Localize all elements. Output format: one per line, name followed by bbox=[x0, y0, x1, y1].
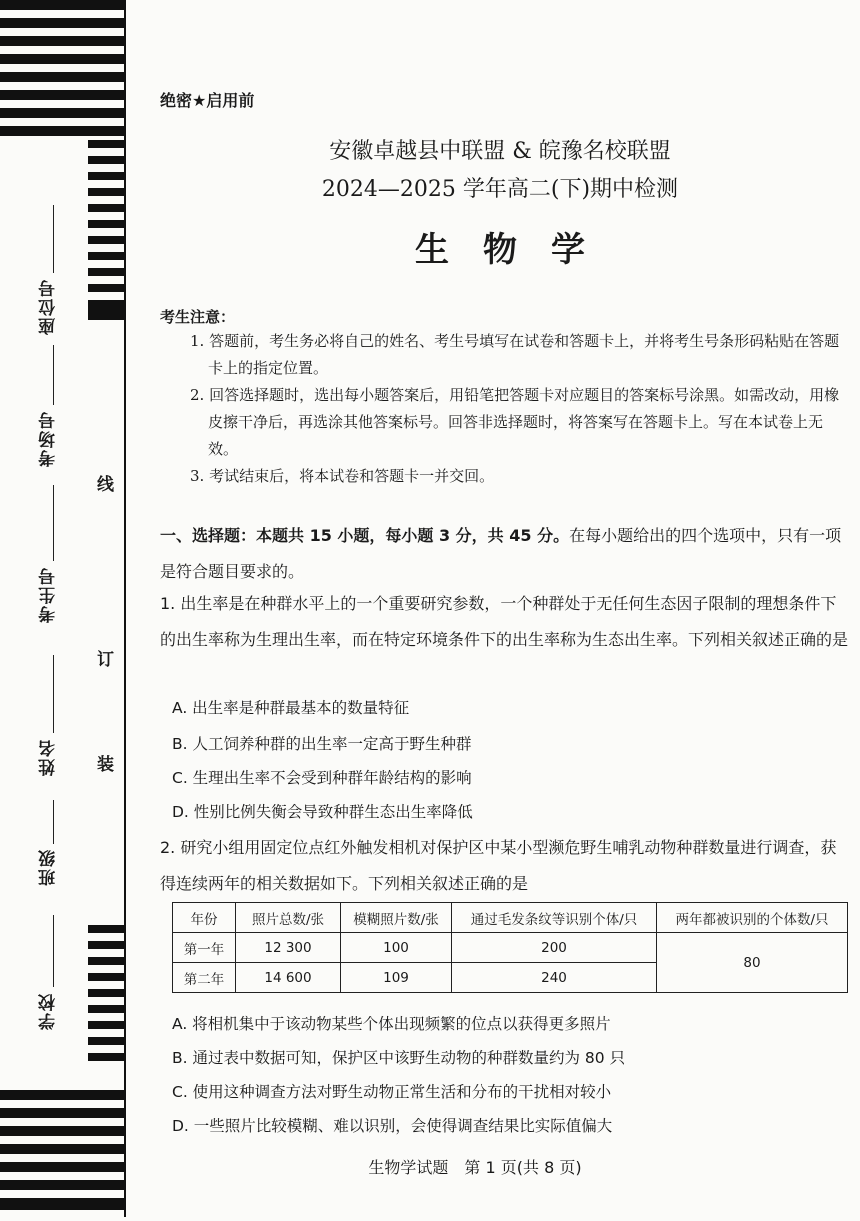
table-cell: 14 600 bbox=[236, 963, 341, 993]
seat-number-label: 座位号 bbox=[39, 278, 59, 335]
table-header: 年份 bbox=[173, 903, 236, 933]
q2-option-d: D. 一些照片比较模糊、难以识别，会使得调查结果比实际值偏大 bbox=[172, 1117, 613, 1135]
notice-item: 2. 回答选择题时，选出每小题答案后，用铅笔把答题卡对应题目的答案标号涂黑。如需改动，用橡皮擦干净后，再选涂其他答案标号。回答非选择题时，将答案写在答题卡上。写在本试卷上无效。 bbox=[190, 386, 840, 458]
q1-option-b: B. 人工饲养种群的出生率一定高于野生种群 bbox=[172, 735, 472, 753]
class-blank bbox=[53, 800, 54, 844]
binding-strip bbox=[0, 0, 135, 1217]
exam-title-line1: 安徽卓越县中联盟 & 皖豫名校联盟 bbox=[329, 139, 671, 164]
table-cell: 第一年 bbox=[173, 933, 236, 963]
notice-list bbox=[190, 328, 850, 490]
exam-title-line2: 2024—2025 学年高二(下)期中检测 bbox=[321, 177, 679, 202]
notice-heading: 考生注意： bbox=[160, 308, 236, 326]
table-header: 模糊照片数/张 bbox=[341, 903, 452, 933]
q1-option-d: D. 性别比例失衡会导致种群生态出生率降低 bbox=[172, 803, 473, 821]
table-header: 照片总数/张 bbox=[236, 903, 341, 933]
section-heading bbox=[160, 518, 850, 590]
q2-option-b: B. 通过表中数据可知，保护区中该野生动物的种群数量约为 80 只 bbox=[172, 1049, 626, 1067]
candidate-number-label: 考生号 bbox=[39, 566, 59, 623]
binding-char-staple: 订 bbox=[97, 650, 114, 670]
table-merged-cell: 80 bbox=[657, 933, 848, 993]
q1-option-c: C. 生理出生率不会受到种群年龄结构的影响 bbox=[172, 769, 472, 787]
table-cell: 240 bbox=[452, 963, 657, 993]
page-footer: 生物学试题 第 1 页(共 8 页) bbox=[368, 1158, 582, 1177]
class-label: 班级 bbox=[39, 848, 59, 886]
notice-item: 1. 答题前，考生务必将自己的姓名、考生号填写在试卷和答题卡上，并将考生号条形码粘贴在答题卡上的指定位置。 bbox=[190, 332, 840, 377]
data-table bbox=[172, 902, 848, 993]
table-header: 两年都被识别的个体数/只 bbox=[657, 903, 848, 933]
q2-option-c: C. 使用这种调查方法对野生动物正常生活和分布的干扰相对较小 bbox=[172, 1083, 612, 1101]
binding-char-line: 线 bbox=[97, 475, 114, 495]
question-1-stem: 1. 出生率是在种群水平上的一个重要研究参数，一个种群处于无任何生态因子限制的理想条件下的出生率称为生理出生率，而在特定环境条件下的出生率称为生态出生率。下列相关叙述正确的是 bbox=[160, 594, 849, 649]
binding-stripes bbox=[0, 0, 135, 1217]
table-cell: 第二年 bbox=[173, 963, 236, 993]
confidential-mark: 绝密★启用前 bbox=[160, 91, 255, 110]
table-cell: 200 bbox=[452, 933, 657, 963]
school-blank bbox=[53, 915, 54, 987]
subject-title: 生物学 bbox=[415, 230, 619, 270]
candidate-number-blank bbox=[53, 485, 54, 561]
q2-option-a: A. 将相机集中于该动物某些个体出现频繁的位点以获得更多照片 bbox=[172, 1015, 611, 1033]
name-label: 姓名 bbox=[39, 738, 59, 776]
exam-room-label: 考场号 bbox=[39, 410, 59, 467]
q1-option-a: A. 出生率是种群最基本的数量特征 bbox=[172, 699, 410, 717]
table-row bbox=[173, 933, 848, 963]
notice-item: 3. 考试结束后，将本试卷和答题卡一并交回。 bbox=[190, 467, 495, 485]
exam-room-blank bbox=[53, 345, 54, 405]
table-cell: 12 300 bbox=[236, 933, 341, 963]
table-cell: 100 bbox=[341, 933, 452, 963]
table-header: 通过毛发条纹等识别个体/只 bbox=[452, 903, 657, 933]
table-cell: 109 bbox=[341, 963, 452, 993]
question-2-stem: 2. 研究小组用固定位点红外触发相机对保护区中某小型濒危野生哺乳动物种群数量进行调查，获得连续两年的相关数据如下。下列相关叙述正确的是 bbox=[160, 838, 837, 893]
seat-number-blank bbox=[53, 205, 54, 273]
school-label: 学校 bbox=[39, 992, 59, 1030]
section-heading-bold: 一、选择题：本题共 15 小题，每小题 3 分，共 45 分。 bbox=[160, 526, 570, 545]
name-blank bbox=[53, 655, 54, 733]
section-heading-rest: 在每小题给出的四个选项中，只有一项是符合题目要求的。 bbox=[160, 526, 842, 581]
table-header-row bbox=[173, 903, 848, 933]
binding-char-bind: 装 bbox=[97, 755, 114, 775]
